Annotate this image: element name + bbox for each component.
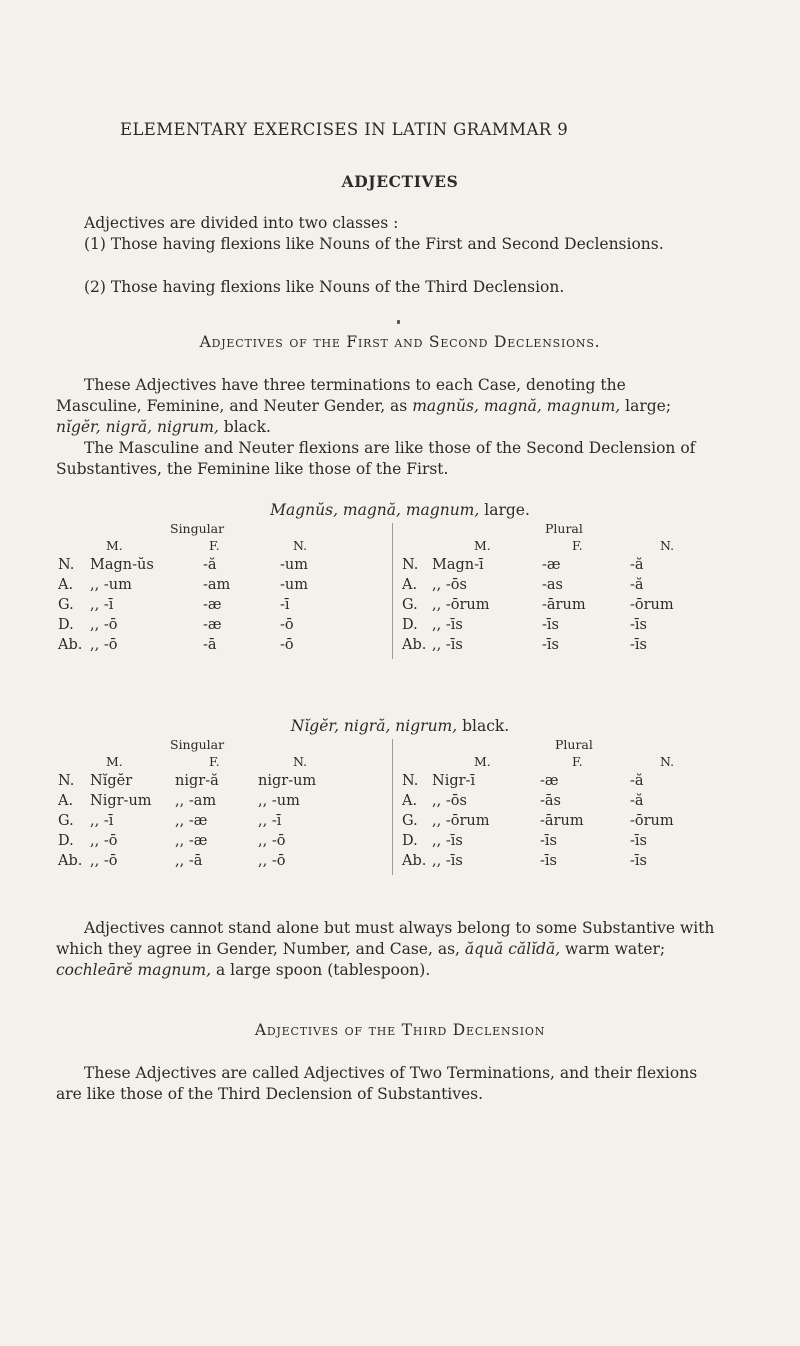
plural-gender-header: M.	[474, 754, 491, 769]
singular-form: Magn-ŭs	[90, 557, 154, 573]
singular-gender-header: N.	[293, 538, 308, 553]
singular-case-label: Ab.	[58, 637, 83, 653]
plural-form: -ārum	[540, 813, 584, 829]
running-head: ELEMENTARY EXERCISES IN LATIN GRAMMAR 9	[120, 120, 569, 139]
singular-form: -am	[203, 577, 231, 593]
section1-p1-text-a: These Adjectives have three terminations to each Case, denoting the Masculine, Feminine, and Neuter Gender, as	[56, 376, 626, 415]
singular-form: -um	[280, 577, 308, 593]
section1-example-niger: nĭgĕr, nigră, nigrum,	[56, 418, 219, 436]
plural-form: Magn-ī	[432, 557, 484, 573]
plural-form: -ă	[630, 577, 644, 593]
plural-form: ,, -īs	[432, 637, 463, 653]
singular-form: -ī	[280, 597, 290, 613]
singular-form: -æ	[203, 617, 222, 633]
intro-line: Adjectives are divided into two classes :	[84, 214, 399, 232]
intro-item-1: (1) Those having flexions like Nouns of the First and Second Declensions.	[84, 235, 664, 253]
singular-label: Singular	[170, 737, 225, 752]
singular-form: -ă	[203, 557, 217, 573]
plural-form: -æ	[542, 557, 561, 573]
singular-form: ,, -ī	[90, 597, 114, 613]
singular-form: ,, -ō	[258, 833, 286, 849]
section-heading-first-second: Adjectives of the First and Second Declensions.	[199, 333, 601, 351]
agreement-text-a: Adjectives cannot stand alone but must always belong to some Substantive with which they agree in Gender, Number, and Case, as,	[56, 919, 715, 958]
singular-form: ,, -ō	[258, 853, 286, 869]
example-aqua-calida: ăquă călĭdă,	[464, 940, 561, 958]
plural-form: -īs	[542, 637, 559, 653]
plural-form: -æ	[540, 773, 559, 789]
singular-case-label: G.	[58, 597, 74, 613]
plural-gender-header: F.	[572, 538, 583, 553]
plural-form: ,, -ōrum	[432, 597, 490, 613]
table2-caption-rest: black.	[457, 717, 510, 735]
plural-case-label: Ab.	[402, 853, 427, 869]
singular-form: ,, -ī	[90, 813, 114, 829]
singular-form: ,, -ā	[175, 853, 203, 869]
plural-form: -īs	[540, 853, 557, 869]
singular-gender-header: N.	[293, 754, 308, 769]
singular-form: ,, -ō	[90, 617, 118, 633]
singular-form: ,, -ō	[90, 637, 118, 653]
section1-paragraph-2: The Masculine and Neuter flexions are like those of the Second Declension of Substantives, the Feminine like those of the First.	[56, 439, 696, 478]
plural-form: -ās	[540, 793, 561, 809]
plural-form: -īs	[630, 617, 647, 633]
singular-form: Nigr-um	[90, 793, 152, 809]
plural-form: ,, -ōs	[432, 793, 467, 809]
table-divider	[392, 739, 393, 875]
singular-gender-header: F.	[209, 538, 220, 553]
singular-form: ,, -æ	[175, 813, 208, 829]
singular-form: ,, -æ	[175, 833, 208, 849]
table1-caption-rest: large.	[479, 501, 530, 519]
singular-form: -ā	[203, 637, 217, 653]
plural-label: Plural	[555, 737, 593, 752]
plural-gender-header: M.	[474, 538, 491, 553]
singular-form: nigr-ă	[175, 773, 219, 789]
plural-form: -ōrum	[630, 597, 674, 613]
singular-gender-header: F.	[209, 754, 220, 769]
singular-form: ,, -ī	[258, 813, 282, 829]
singular-form: ,, -ō	[90, 853, 118, 869]
section1-example-magnus: magnŭs, magnă, magnum,	[412, 397, 621, 415]
table2-caption-italic: Nĭgĕr, nigră, nigrum,	[290, 717, 458, 735]
singular-case-label: G.	[58, 813, 74, 829]
plural-form: ,, -ōrum	[432, 813, 490, 829]
singular-case-label: D.	[58, 833, 74, 849]
plural-case-label: A.	[402, 577, 418, 593]
singular-gender-header: M.	[106, 538, 123, 553]
singular-form: ,, -um	[258, 793, 300, 809]
singular-case-label: N.	[58, 773, 75, 789]
plural-form: ,, -īs	[432, 617, 463, 633]
singular-form: nigr-um	[258, 773, 317, 789]
section2-paragraph: These Adjectives are called Adjectives of Two Terminations, and their flexions are like those of the Third Declension of Substantives.	[56, 1064, 698, 1103]
plural-gender-header: N.	[660, 754, 675, 769]
plural-case-label: A.	[402, 793, 418, 809]
plural-form: -īs	[542, 617, 559, 633]
plural-form: -īs	[540, 833, 557, 849]
plural-form: -ārum	[542, 597, 586, 613]
plural-case-label: G.	[402, 813, 418, 829]
singular-case-label: Ab.	[58, 853, 83, 869]
singular-case-label: A.	[58, 793, 74, 809]
plural-form: ,, -īs	[432, 833, 463, 849]
singular-form: -ō	[280, 617, 294, 633]
example-cochleare-magnum: cochleārĕ magnum,	[56, 961, 212, 979]
plural-form: -ă	[630, 793, 644, 809]
plural-form: -ă	[630, 557, 644, 573]
plural-case-label: D.	[402, 833, 418, 849]
singular-form: ,, -um	[90, 577, 132, 593]
singular-form: Nĭgĕr	[90, 773, 133, 789]
agreement-text-b: warm water;	[560, 940, 666, 958]
plural-case-label: Ab.	[402, 637, 427, 653]
singular-label: Singular	[170, 521, 225, 536]
agreement-paragraph	[56, 918, 716, 981]
section-heading-third: Adjectives of the Third Declension	[254, 1021, 546, 1039]
plural-case-label: G.	[402, 597, 418, 613]
plural-label: Plural	[545, 521, 583, 536]
singular-case-label: D.	[58, 617, 74, 633]
plural-form: -īs	[630, 833, 647, 849]
plural-gender-header: N.	[660, 538, 675, 553]
singular-form: -ō	[280, 637, 294, 653]
singular-form: ,, -am	[175, 793, 217, 809]
plural-form: -ōrum	[630, 813, 674, 829]
plural-case-label: D.	[402, 617, 418, 633]
singular-form: -æ	[203, 597, 222, 613]
agreement-text-c: a large spoon (tablespoon).	[211, 961, 431, 979]
singular-form: -um	[280, 557, 308, 573]
section1-p1-text-c: black.	[218, 418, 271, 436]
section1-p1-text-b: large;	[620, 397, 672, 415]
intro-item-2: (2) Those having flexions like Nouns of the Third Declension.	[84, 278, 565, 296]
plural-form: -īs	[630, 853, 647, 869]
plural-form: ,, -īs	[432, 853, 463, 869]
table1-caption-italic: Magnŭs, magnă, magnum,	[270, 501, 480, 519]
plural-gender-header: F.	[572, 754, 583, 769]
singular-form: ,, -ō	[90, 833, 118, 849]
page-title: ADJECTIVES	[341, 172, 459, 191]
plural-case-label: N.	[402, 557, 419, 573]
plural-form: -īs	[630, 637, 647, 653]
singular-gender-header: M.	[106, 754, 123, 769]
plural-form: ,, -ōs	[432, 577, 467, 593]
plural-form: -as	[542, 577, 563, 593]
plural-form: Nigr-ī	[432, 773, 476, 789]
singular-case-label: A.	[58, 577, 74, 593]
plural-case-label: N.	[402, 773, 419, 789]
plural-form: -ă	[630, 773, 644, 789]
singular-case-label: N.	[58, 557, 75, 573]
